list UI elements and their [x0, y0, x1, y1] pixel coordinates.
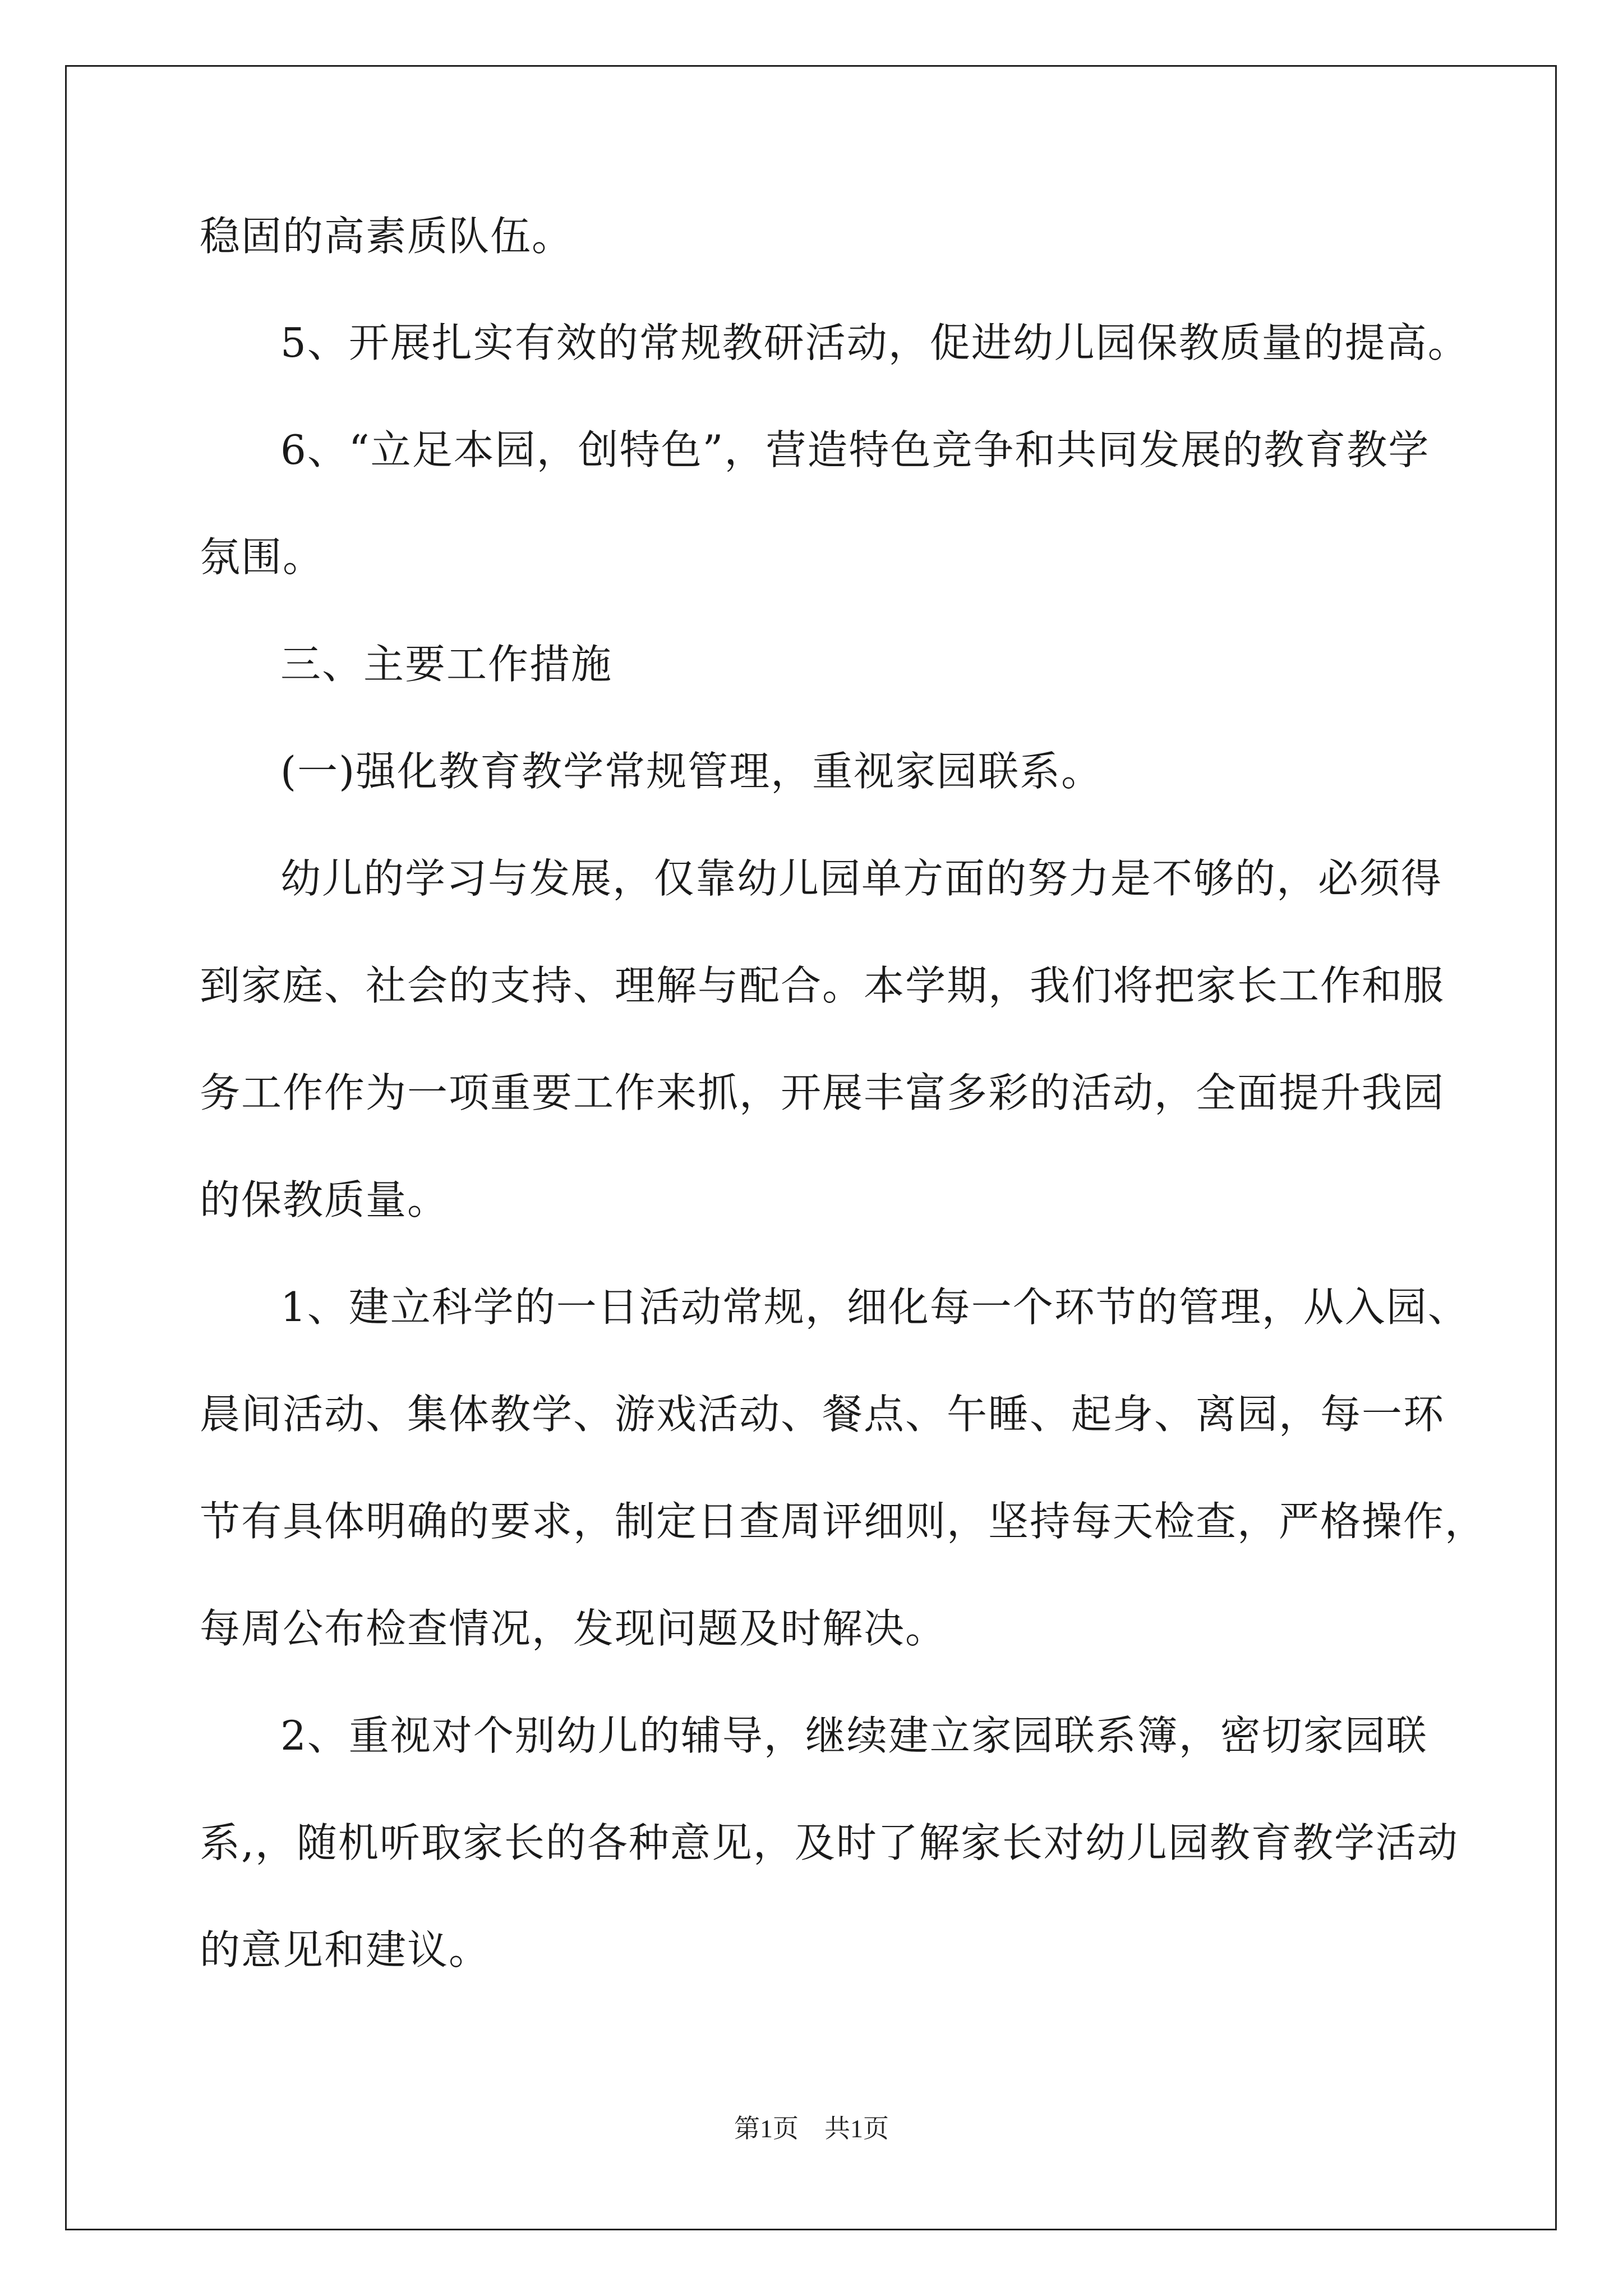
page-number-footer: 第1页 共1页 — [734, 2114, 889, 2143]
text-line: 氛围。 — [200, 533, 325, 581]
section-heading: 三、主要工作措施 — [280, 641, 613, 688]
text-line: 晨间活动、集体教学、游戏活动、餐点、午睡、起身、离园，每一环 — [200, 1391, 1445, 1438]
text-line: 每周公布检查情况，发现问题及时解决。 — [200, 1605, 947, 1652]
text-line: 的保教质量。 — [200, 1176, 449, 1223]
text-line: 务工作作为一项重要工作来抓，开展丰富多彩的活动，全面提升我园 — [200, 1069, 1445, 1116]
text-line: 的意见和建议。 — [200, 1926, 491, 1973]
text-line: 到家庭、社会的支持、理解与配合。本学期，我们将把家长工作和服 — [200, 962, 1445, 1009]
text-line: 幼儿的学习与发展，仅靠幼儿园单方面的努力是不够的，必须得 — [280, 855, 1443, 902]
text-line: 系,，随机听取家长的各种意见，及时了解家长对幼儿园教育教学活动 — [200, 1819, 1459, 1866]
subsection-heading: (一)强化教育教学常规管理，重视家园联系。 — [280, 748, 1103, 795]
text-line: 1、建立科学的一日活动常规，细化每一个环节的管理，从入园、 — [280, 1283, 1469, 1331]
text-line: 5、开展扎实有效的常规教研活动，促进幼儿园保教质量的提高。 — [280, 319, 1469, 366]
text-line: 节有具体明确的要求，制定日查周评细则，坚持每天检查，严格操作， — [200, 1498, 1487, 1545]
text-line: 6、“立足本园，创特色”，营造特色竞争和共同发展的教育教学 — [280, 426, 1430, 473]
page-border — [65, 65, 1557, 2230]
text-line: 2、重视对个别幼儿的辅导，继续建立家园联系簿，密切家园联 — [280, 1712, 1428, 1759]
text-line: 稳固的高素质队伍。 — [200, 213, 574, 260]
